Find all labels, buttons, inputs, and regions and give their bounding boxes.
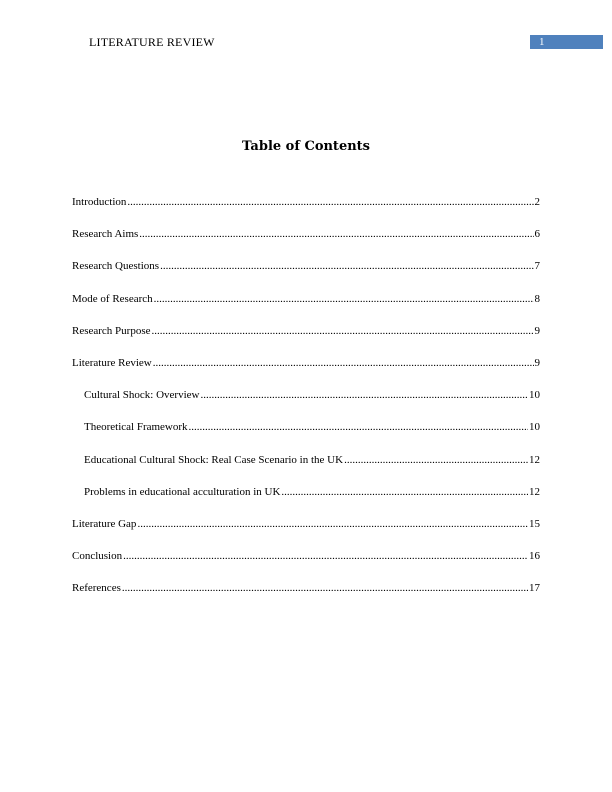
toc-entry-label: Educational Cultural Shock: Real Case Scenario in the UK [84, 453, 344, 466]
toc-entry-page: 15 [529, 517, 540, 530]
page-number: 1 [539, 36, 545, 48]
toc-entry-label: Conclusion [72, 550, 123, 563]
toc-entry-label: Research Questions [72, 260, 160, 273]
toc-entry-educational-cultural-shock[interactable] [72, 452, 540, 484]
toc-entry-literature-review[interactable] [72, 355, 540, 387]
page-number-badge [530, 35, 603, 49]
toc-dot-leader [137, 516, 528, 532]
toc-entry-problems-in-acculturation[interactable] [72, 484, 540, 516]
toc-dot-leader [123, 548, 528, 564]
toc-entry-label: Cultural Shock: Overview [84, 389, 200, 402]
toc-entry-label: Literature Gap [72, 517, 137, 530]
toc-entry-page: 9 [534, 324, 540, 337]
toc-entry-label: Introduction [72, 196, 127, 208]
toc-entry-research-questions[interactable] [72, 258, 540, 290]
toc-entry-cultural-shock-overview[interactable] [72, 387, 540, 419]
toc-entry-theoretical-framework[interactable] [72, 419, 540, 451]
toc-entry-research-purpose[interactable] [72, 323, 540, 355]
toc-list [72, 194, 540, 612]
toc-dot-leader [127, 194, 533, 210]
toc-entry-research-aims[interactable] [72, 226, 540, 258]
toc-entry-label: Problems in educational acculturation in UK [84, 485, 281, 498]
toc-entry-label: Research Aims [72, 228, 139, 241]
toc-entry-page: 10 [529, 421, 540, 434]
toc-dot-leader [139, 226, 533, 242]
toc-dot-leader [154, 291, 534, 307]
toc-entry-page: 12 [529, 485, 540, 498]
toc-entry-page: 17 [529, 582, 540, 595]
toc-entry-literature-gap[interactable] [72, 516, 540, 548]
running-head: LITERATURE REVIEW [89, 35, 215, 49]
toc-entry-page: 2 [534, 196, 540, 208]
toc-entry-mode-of-research[interactable] [72, 291, 540, 323]
toc-entry-introduction[interactable] [72, 194, 540, 226]
toc-title: Table of Contents [242, 139, 370, 154]
toc-dot-leader [189, 419, 528, 435]
toc-entry-label: Mode of Research [72, 292, 153, 305]
toc-entry-label: References [72, 582, 121, 595]
toc-dot-leader [122, 580, 528, 596]
toc-entry-label: Literature Review [72, 356, 152, 369]
toc-entry-label: Theoretical Framework [84, 421, 188, 434]
toc-dot-leader [152, 323, 534, 339]
toc-dot-leader [153, 355, 534, 371]
toc-entry-page: 8 [534, 292, 540, 305]
toc-entry-page: 16 [529, 550, 540, 563]
toc-dot-leader [200, 387, 528, 403]
toc-entry-page: 7 [534, 260, 540, 273]
toc-entry-page: 10 [529, 389, 540, 402]
toc-entry-page: 9 [534, 356, 540, 369]
toc-entry-conclusion[interactable] [72, 548, 540, 580]
toc-entry-page: 12 [529, 453, 540, 466]
toc-dot-leader [160, 258, 533, 274]
toc-dot-leader [281, 484, 528, 500]
toc-entry-page: 6 [534, 228, 540, 241]
toc-entry-label: Research Purpose [72, 324, 151, 337]
toc-dot-leader [344, 452, 528, 468]
toc-entry-references[interactable] [72, 580, 540, 612]
